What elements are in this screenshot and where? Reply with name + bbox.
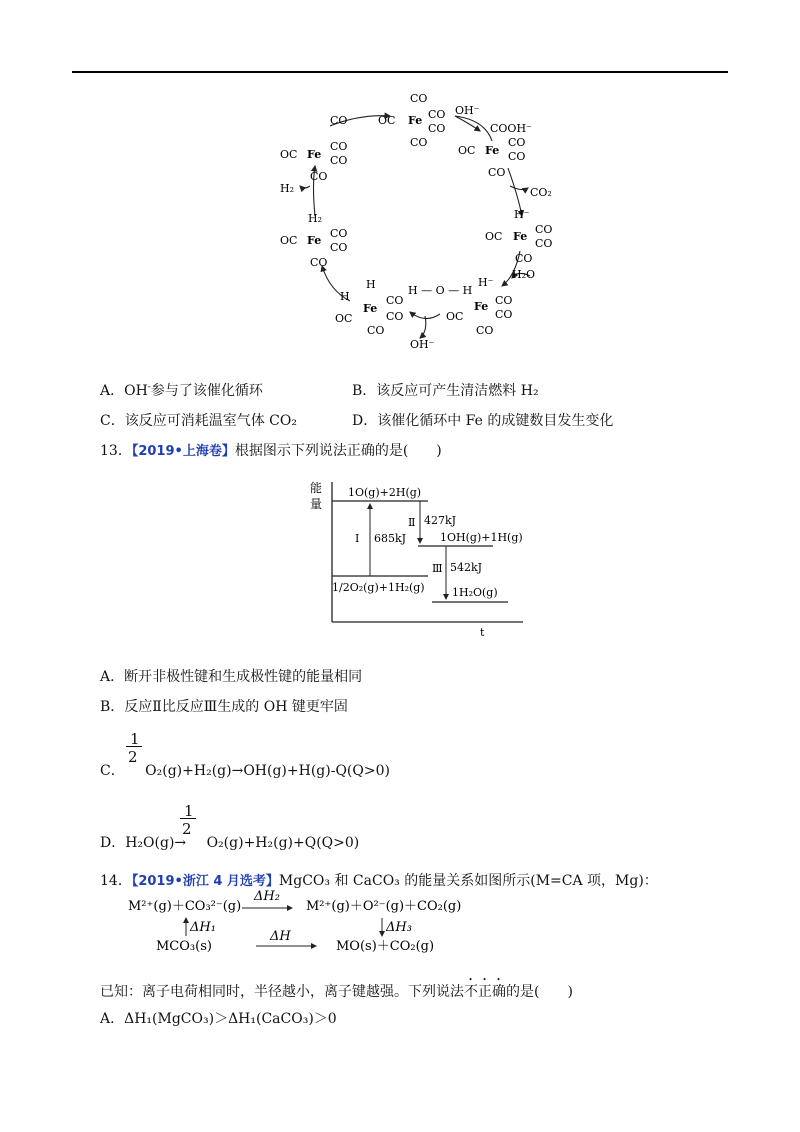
svg-text:CO: CO xyxy=(508,150,526,163)
q14-known: 已知：离子电荷相同时，半径越小，离子键越强。下列说法不正确的是( ) xyxy=(100,984,573,1000)
h2o-in-label: H₂O xyxy=(512,268,536,281)
dh1-label: ΔH₁ xyxy=(190,920,216,935)
value-I: 685kJ xyxy=(374,532,407,545)
bottom-left-species: MCO₃(s) xyxy=(156,939,212,954)
h2-out-label: H₂ xyxy=(280,182,295,195)
svg-text:H⁻: H⁻ xyxy=(514,208,530,221)
q13-stem xyxy=(100,440,442,460)
fe-complex-left1 xyxy=(280,140,347,183)
source-tag: 【2019•浙江 4 月选考】 xyxy=(131,874,279,889)
value-III: 542kJ xyxy=(450,561,483,574)
svg-text:OC: OC xyxy=(485,230,503,243)
bottom-right-species: MO(s)＋CO₂(g) xyxy=(336,939,435,954)
value-II: 427kJ xyxy=(424,514,457,527)
svg-text:CO: CO xyxy=(330,241,348,254)
x-axis-label: t xyxy=(480,626,485,639)
label-III: Ⅲ xyxy=(432,562,443,575)
svg-text:Fe: Fe xyxy=(408,114,423,127)
svg-text:OC: OC xyxy=(446,310,464,323)
top-right-species: M²⁺(g)＋O²⁻(g)＋CO₂(g) xyxy=(306,899,462,914)
svg-text:CO: CO xyxy=(310,170,328,183)
svg-text:H⁻: H⁻ xyxy=(478,276,494,289)
svg-text:CO: CO xyxy=(330,227,348,240)
question-number: 14． xyxy=(100,873,132,889)
svg-text:Fe: Fe xyxy=(485,144,500,157)
q13-option-a[interactable]: A．断开非极性键和生成极性键的能量相同 xyxy=(100,669,363,685)
svg-text:CO: CO xyxy=(330,154,348,167)
svg-text:OC: OC xyxy=(335,312,353,325)
fe-complex-right2 xyxy=(485,208,552,265)
svg-text:Fe: Fe xyxy=(474,300,489,313)
fraction-denominator: 2 xyxy=(128,748,138,766)
fe-complex-bottom-left xyxy=(335,278,403,337)
dh-label: ΔH xyxy=(270,929,291,944)
svg-text:CO: CO xyxy=(535,237,553,250)
fraction-numerator: 1 xyxy=(184,802,194,820)
hoh-label: H — O — H xyxy=(408,284,473,297)
oh-out-label: OH⁻ xyxy=(410,338,435,351)
svg-text:Fe: Fe xyxy=(363,302,378,315)
svg-text:CO: CO xyxy=(386,294,404,307)
svg-text:OC: OC xyxy=(280,234,298,247)
svg-text:Fe: Fe xyxy=(307,234,322,247)
svg-text:OC: OC xyxy=(378,114,396,127)
svg-text:CO: CO xyxy=(535,223,553,236)
level-mid-label: 1OH(g)+1H(g) xyxy=(440,531,523,544)
fraction-denominator: 2 xyxy=(182,820,192,838)
svg-text:CO: CO xyxy=(508,136,526,149)
q13-option-b[interactable]: B．反应Ⅱ比反应Ⅲ生成的 OH 键更牢固 xyxy=(100,699,348,715)
label-I: Ⅰ xyxy=(355,532,360,545)
svg-text:COOH⁻: COOH⁻ xyxy=(490,122,532,135)
fe-complex-right1 xyxy=(458,122,532,179)
fraction-bar xyxy=(126,746,142,747)
svg-text:H: H xyxy=(340,290,350,303)
q12-option-a[interactable]: A．OH-参与了该催化循环 xyxy=(100,382,263,399)
energy-cycle-diagram xyxy=(120,888,480,958)
question-text: 根据图示下列说法正确的是( ) xyxy=(234,443,442,459)
svg-text:CO: CO xyxy=(476,324,494,337)
svg-text:CO: CO xyxy=(310,256,328,269)
fe-complex-left2 xyxy=(280,212,347,269)
y-axis-label-2: 量 xyxy=(310,497,323,511)
dh2-label: ΔH₂ xyxy=(254,889,280,904)
svg-text:Fe: Fe xyxy=(513,230,528,243)
fraction-bar xyxy=(180,818,196,819)
header-rule xyxy=(72,71,728,73)
svg-text:H₂: H₂ xyxy=(308,212,323,225)
svg-text:CO: CO xyxy=(410,92,428,105)
svg-text:CO: CO xyxy=(386,310,404,323)
fraction-numerator: 1 xyxy=(130,730,140,748)
level-left-label: 1/2O₂(g)+1H₂(g) xyxy=(332,581,425,594)
svg-text:CO: CO xyxy=(515,252,533,265)
level-top-label: 1O(g)+2H(g) xyxy=(348,486,422,499)
oh-in-label: OH⁻ xyxy=(455,104,480,117)
emphasis-text: 不正确 xyxy=(464,984,506,1000)
svg-text:CO: CO xyxy=(495,294,513,307)
svg-text:CO: CO xyxy=(428,122,446,135)
energy-level-diagram xyxy=(308,476,538,642)
q12-option-c[interactable]: C．该反应可消耗温室气体 CO₂ xyxy=(100,413,297,429)
label-II: Ⅱ xyxy=(408,516,416,529)
svg-text:CO: CO xyxy=(410,136,428,149)
svg-text:CO: CO xyxy=(330,140,348,153)
dh3-label: ΔH₃ xyxy=(386,920,412,935)
q14-stem xyxy=(100,870,658,890)
svg-text:CO: CO xyxy=(428,108,446,121)
svg-text:CO: CO xyxy=(495,308,513,321)
top-left-species: M²⁺(g)＋CO₃²⁻(g) xyxy=(128,899,242,914)
svg-text:CO: CO xyxy=(367,324,385,337)
q14-option-a[interactable]: A．ΔH₁(MgCO₃)＞ΔH₁(CaCO₃)＞0 xyxy=(100,1011,337,1027)
svg-text:Fe: Fe xyxy=(307,148,322,161)
svg-text:OC: OC xyxy=(458,144,476,157)
catalytic-cycle-diagram xyxy=(270,86,560,356)
q12-option-d[interactable]: D．该催化循环中 Fe 的成键数目发生变化 xyxy=(352,413,614,429)
q12-option-b[interactable]: B．该反应可产生清洁燃料 H₂ xyxy=(352,383,539,399)
svg-text:H: H xyxy=(366,278,376,291)
source-tag: 【2019•上海卷】 xyxy=(131,444,235,459)
q13-option-d[interactable]: D．H₂O(g)→ 1 2 O₂(g)+H₂(g)+Q(Q>0) xyxy=(100,802,360,851)
question-text: MgCO₃ 和 CaCO₃ 的能量关系如图所示(M=CA 项，Mg)： xyxy=(278,873,658,889)
level-bottom-label: 1H₂O(g) xyxy=(452,586,498,599)
svg-text:OC: OC xyxy=(280,148,298,161)
question-number: 13． xyxy=(100,443,132,459)
fe-complex-top xyxy=(378,92,445,149)
y-axis-label-1: 能 xyxy=(310,481,323,495)
q13-option-c[interactable]: C． 1 2 O₂(g)+H₂(g)→OH(g)+H(g)-Q(Q>0) xyxy=(100,730,390,779)
co2-out-label: CO₂ xyxy=(530,186,552,199)
co-in-label: CO xyxy=(330,114,348,127)
svg-text:CO: CO xyxy=(488,166,506,179)
